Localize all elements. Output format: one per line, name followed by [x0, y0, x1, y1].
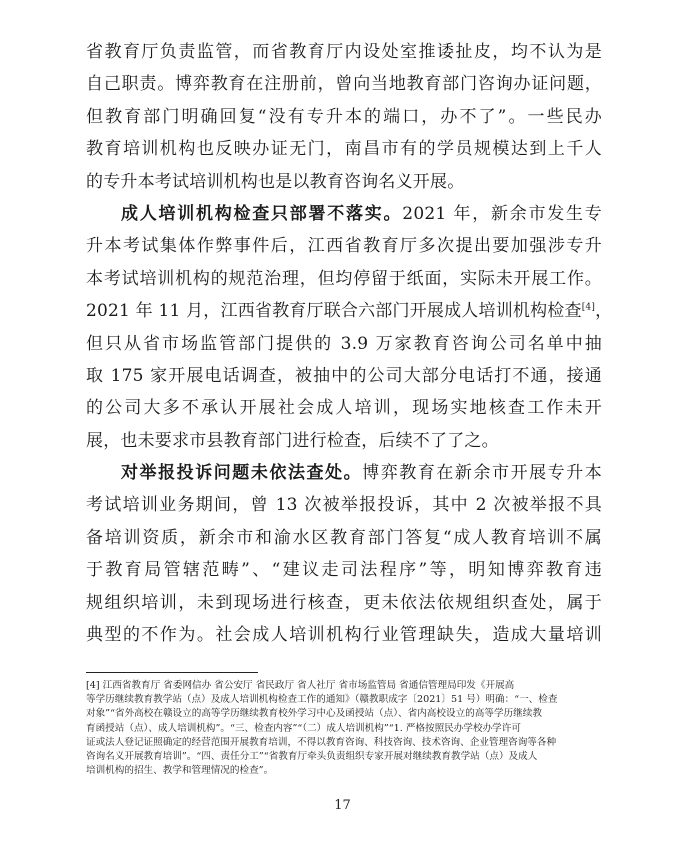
- footnote-line: 育函授站（点）、成人培训机构”。“三、检查内容”“（二）成人培训机构”“1. 严格按照民办学校办学许可: [86, 722, 521, 734]
- text-span: 2021 年 11 月，江西省教育厅联合六部门开展成人培训机构检查: [86, 301, 582, 322]
- text-line: 自己职责。博弈教育在注册前，曾向当地教育部门咨询办证问题，: [86, 74, 602, 95]
- footnote-divider: [86, 672, 258, 673]
- text-line: 备培训资质，新余市和渝水区教育部门答复“成人教育培训不属: [86, 527, 602, 548]
- text-span: 博弈教育在新余市开展专升本: [362, 463, 602, 484]
- text-line: 省教育厅负责监管，而省教育厅内设处室推诿扯皮，均不认为是: [86, 42, 602, 62]
- text-line: 规组织培训，未到现场进行核查，更未依法依规组织查处，属于: [86, 592, 602, 613]
- text-line: 但只从省市场监管部门提供的 3.9 万家教育咨询公司名单中抽: [86, 333, 602, 354]
- footnote-line: 咨询名义开展教育培训”。“四、责任分工”“省教育厅牵头负责组织专家开展对继续教育教学站（点）及成人: [86, 750, 538, 762]
- text-span: 2021 年，新余市发生专: [402, 203, 602, 224]
- paragraph-start-line: [86, 198, 602, 230]
- footnote-line: 等学历继续教育教学站（点）及成人培训机构检查工作的通知》（赣教职成字〔2021〕51 号）明确：“一、检查: [86, 694, 558, 706]
- text-line: 典型的不作为。社会成人培训机构行业管理缺失，造成大量培训: [86, 625, 602, 646]
- text-line: 本考试培训机构的规范治理，但均停留于纸面，实际未开展工作。: [86, 268, 602, 289]
- footnote-line: [4] 江西省教育厅 省委网信办 省公安厅 省民政厅 省人社厅 省市场监管局 省通信管理局印发《开展高: [86, 680, 515, 691]
- footnote: [86, 679, 606, 778]
- text-line: 展，也未要求市县教育部门进行检查，后续不了了之。: [86, 430, 499, 451]
- text-line: 的专升本考试培训机构也是以教育咨询名义开展。: [86, 171, 465, 192]
- text-line: 于教育局管辖范畴”、“建议走司法程序”等，明知博弈教育违: [86, 560, 602, 581]
- text-line: 取 175 家开展电话调查，被抽中的公司大部分电话打不通，接通: [86, 365, 602, 386]
- text-line: 但教育部门明确回复“没有专升本的端口，办不了”。一些民办: [86, 106, 602, 127]
- footnote-reference: [4]: [581, 302, 596, 313]
- page-number: 17: [334, 798, 351, 813]
- body-text: [86, 36, 613, 651]
- text-line: 考试培训业务期间，曾 13 次被举报投诉，其中 2 次被举报不具: [86, 495, 602, 516]
- paragraph-heading: 对举报投诉问题未依法查处。: [121, 463, 363, 484]
- paragraph-heading: 成人培训机构检查只部署不落实。: [121, 203, 403, 224]
- footnote-line: 培训机构的招生、教学和管理情况的检查”。: [86, 765, 274, 777]
- footnote-line: 证或法人登记证照确定的经营范围开展教育培训，不得以教育咨询、科技咨询、技术咨询、企业管理咨询等各种: [86, 736, 557, 748]
- text-line-with-reference: 2021 年 11 月，江西省教育厅联合六部门开展成人培训机构检查[4]，: [86, 301, 613, 322]
- text-line: 升本考试集体作弊事件后，江西省教育厅多次提出要加强涉专升: [86, 236, 602, 257]
- text-line: 教育培训机构也反映办证无门，南昌市有的学员规模达到上千人: [86, 139, 602, 160]
- footnote-line: 对象”“省外高校在赣设立的高等学历继续教育校外学习中心及函授站（点）、省内高校设立的高等学历继续教: [86, 708, 542, 720]
- paragraph-start-line: [86, 457, 602, 489]
- text-line: 的公司大多不承认开展社会成人培训，现场实地核查工作未开: [86, 398, 602, 419]
